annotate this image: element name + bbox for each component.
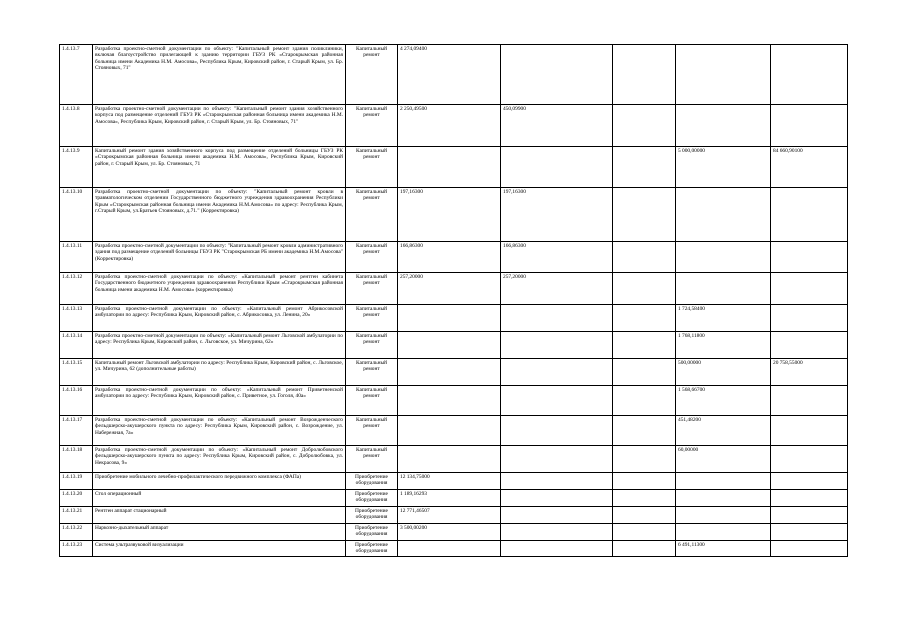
amount-col-5: 20 758,55000 bbox=[771, 359, 848, 386]
item-name: Разработка проектно-сметной документации по объекту: «Капитальный ремонт Абрикосовской амбулатории по адресу: Республика Крым, Кировский район, с. Абрикосовка, ул. Ленина, 20» bbox=[93, 305, 346, 332]
amount-col-5 bbox=[771, 490, 848, 507]
item-name: Стол операционный bbox=[93, 490, 346, 507]
amount-col-5 bbox=[771, 105, 848, 147]
work-type: Приобретение оборудования bbox=[346, 507, 398, 524]
amount-col-5: 84 660,90100 bbox=[771, 147, 848, 188]
table-row bbox=[60, 473, 848, 490]
item-code: 1.4.13.19 bbox=[60, 473, 93, 490]
amount-col-5 bbox=[771, 416, 848, 446]
work-type: Капитальный ремонт bbox=[346, 386, 398, 416]
amount-col-1 bbox=[398, 305, 501, 332]
table-row bbox=[60, 386, 848, 416]
amount-col-3 bbox=[613, 332, 676, 359]
amount-col-2: 450,09900 bbox=[501, 105, 613, 147]
amount-col-4 bbox=[676, 188, 771, 242]
work-type: Приобретение оборудования bbox=[346, 473, 398, 490]
work-type: Капитальный ремонт bbox=[346, 332, 398, 359]
amount-col-1 bbox=[398, 332, 501, 359]
amount-col-1 bbox=[398, 416, 501, 446]
item-name: Наркозно-дыхательный аппарат bbox=[93, 524, 346, 541]
table-row bbox=[60, 188, 848, 242]
amount-col-3 bbox=[613, 305, 676, 332]
amount-col-4: 60,00000 bbox=[676, 446, 771, 473]
amount-col-2 bbox=[501, 416, 613, 446]
amount-col-5 bbox=[771, 524, 848, 541]
amount-col-5 bbox=[771, 507, 848, 524]
item-code: 1.4.13.20 bbox=[60, 490, 93, 507]
amount-col-2 bbox=[501, 147, 613, 188]
item-name: Разработка проектно-сметной документации по объекту: «Капитальный ремонт Добролюбовского фельдшерско-акушерского пункта по адресу: Республика Крым, Кировский район, с. Добролюбовка, ул. Некрасова, 9» bbox=[93, 446, 346, 473]
amount-col-4: 6 491,11300 bbox=[676, 541, 771, 557]
amount-col-1: 257,20000 bbox=[398, 273, 501, 305]
table-row bbox=[60, 242, 848, 273]
amount-col-3 bbox=[613, 242, 676, 273]
item-code: 1.4.13.18 bbox=[60, 446, 93, 473]
item-code: 1.4.13.17 bbox=[60, 416, 93, 446]
amount-col-4 bbox=[676, 45, 771, 105]
amount-col-5 bbox=[771, 305, 848, 332]
amount-col-3 bbox=[613, 273, 676, 305]
amount-col-3 bbox=[613, 359, 676, 386]
amount-col-4: 1 568,66700 bbox=[676, 386, 771, 416]
amount-col-5 bbox=[771, 45, 848, 105]
table-row bbox=[60, 446, 848, 473]
work-type: Капитальный ремонт bbox=[346, 359, 398, 386]
table-row bbox=[60, 490, 848, 507]
work-type: Капитальный ремонт bbox=[346, 305, 398, 332]
amount-col-1 bbox=[398, 386, 501, 416]
amount-col-2 bbox=[501, 45, 613, 105]
table-row bbox=[60, 507, 848, 524]
item-code: 1.4.13.13 bbox=[60, 305, 93, 332]
budget-table bbox=[59, 44, 848, 557]
amount-col-4 bbox=[676, 273, 771, 305]
amount-col-2 bbox=[501, 473, 613, 490]
amount-col-1 bbox=[398, 359, 501, 386]
item-code: 1.4.13.16 bbox=[60, 386, 93, 416]
table-row bbox=[60, 105, 848, 147]
amount-col-1: 166,86300 bbox=[398, 242, 501, 273]
item-name: Разработка проектно-сметной документации по объекту: "Капитальный ремонт здания поликлиники, включая благоустройство прилегающей к зданию территории ГБУЗ РК «Старокрымская районная больница имени Академика Н.М. Амосова», Республика Крым, Кировский район, г. Старый Крым, ул. Бр. Стояновых, 71" bbox=[93, 45, 346, 105]
amount-col-4: 1 724,58400 bbox=[676, 305, 771, 332]
amount-col-3 bbox=[613, 490, 676, 507]
amount-col-2 bbox=[501, 541, 613, 557]
amount-col-1: 1 189,16293 bbox=[398, 490, 501, 507]
amount-col-1 bbox=[398, 446, 501, 473]
amount-col-2: 257,20000 bbox=[501, 273, 613, 305]
work-type: Приобретение оборудования bbox=[346, 541, 398, 557]
amount-col-5 bbox=[771, 242, 848, 273]
item-name: Разработка проектно-сметной документации по объекту: «Капитальный ремонт Приветненской амбулатории по адресу: Республика Крым, Кировский район, с. Приветное, ул. Гоголя, 40а» bbox=[93, 386, 346, 416]
item-code: 1.4.13.12 bbox=[60, 273, 93, 305]
item-code: 1.4.13.11 bbox=[60, 242, 93, 273]
amount-col-2 bbox=[501, 490, 613, 507]
work-type: Капитальный ремонт bbox=[346, 147, 398, 188]
item-name: Капитальный ремонт Льговской амбулатории по адресу: Республика Крым, Кировский район, с. Льговское, ул. Мичурина, 62 (дополнительные работы) bbox=[93, 359, 346, 386]
table-row bbox=[60, 305, 848, 332]
item-name: Разработка проектно-сметной документации по объекту: «Капитальный ремонт Льговской амбулатории по адресу: Республика Крым, Кировский район, с. Льговское, ул. Мичурина, 62» bbox=[93, 332, 346, 359]
amount-col-4 bbox=[676, 524, 771, 541]
amount-col-5 bbox=[771, 332, 848, 359]
work-type: Капитальный ремонт bbox=[346, 273, 398, 305]
amount-col-4 bbox=[676, 490, 771, 507]
work-type: Приобретение оборудования bbox=[346, 524, 398, 541]
amount-col-5 bbox=[771, 541, 848, 557]
item-code: 1.4.13.9 bbox=[60, 147, 93, 188]
item-code: 1.4.13.21 bbox=[60, 507, 93, 524]
amount-col-5 bbox=[771, 273, 848, 305]
amount-col-1: 2 250,49500 bbox=[398, 105, 501, 147]
amount-col-4: 1 768,11800 bbox=[676, 332, 771, 359]
amount-col-1 bbox=[398, 147, 501, 188]
table-body bbox=[60, 45, 848, 557]
amount-col-4 bbox=[676, 242, 771, 273]
amount-col-2 bbox=[501, 386, 613, 416]
table-row bbox=[60, 359, 848, 386]
amount-col-3 bbox=[613, 473, 676, 490]
work-type: Капитальный ремонт bbox=[346, 446, 398, 473]
amount-col-1 bbox=[398, 541, 501, 557]
amount-col-2 bbox=[501, 524, 613, 541]
amount-col-1: 197,16300 bbox=[398, 188, 501, 242]
amount-col-3 bbox=[613, 105, 676, 147]
amount-col-1: 4 274,09400 bbox=[398, 45, 501, 105]
item-code: 1.4.13.15 bbox=[60, 359, 93, 386]
amount-col-2 bbox=[501, 359, 613, 386]
amount-col-5 bbox=[771, 473, 848, 490]
item-name: Капитальный ремонт здания хозяйственного корпуса под размещение отделений больницы ГБУЗ РК «Старокрымская районная больница имени академика Н.М. Амосова», Республика Крым, Кировский район, г. Старый Крым, ул. Бр. Стояновых, 71 bbox=[93, 147, 346, 188]
amount-col-3 bbox=[613, 45, 676, 105]
amount-col-5 bbox=[771, 446, 848, 473]
work-type: Приобретение оборудования bbox=[346, 490, 398, 507]
item-code: 1.4.13.22 bbox=[60, 524, 93, 541]
work-type: Капитальный ремонт bbox=[346, 416, 398, 446]
item-name: Разработка проектно-сметной документации по объекту: «Капитальный ремонт рентген кабинета Государственного бюджетного учреждения здравоохранения Республики Крым «Старокрымская районная больница имени академика Н.М. Амосова» (корректировка) bbox=[93, 273, 346, 305]
amount-col-2 bbox=[501, 446, 613, 473]
item-name: Разработка проектно-сметной документации по объекту: "Капитальный ремонт кровли административного здания под размещение отделений больницы ГБУЗ РК "Старокрымская РБ имени академика Н.М.Амосова" (Корректировка) bbox=[93, 242, 346, 273]
item-code: 1.4.13.23 bbox=[60, 541, 93, 557]
amount-col-4 bbox=[676, 105, 771, 147]
amount-col-5 bbox=[771, 386, 848, 416]
amount-col-4: 451,48200 bbox=[676, 416, 771, 446]
amount-col-1: 12 771,46507 bbox=[398, 507, 501, 524]
item-name: Рентген аппарат стационарный bbox=[93, 507, 346, 524]
table-row bbox=[60, 541, 848, 557]
amount-col-3 bbox=[613, 507, 676, 524]
amount-col-4 bbox=[676, 473, 771, 490]
table-row bbox=[60, 45, 848, 105]
table-row bbox=[60, 416, 848, 446]
amount-col-2: 166,86300 bbox=[501, 242, 613, 273]
amount-col-4: 500,00000 bbox=[676, 359, 771, 386]
amount-col-3 bbox=[613, 416, 676, 446]
item-name: Приобретение мобильного лечебно-профилактического передвижного комплекса (ФАПа) bbox=[93, 473, 346, 490]
amount-col-3 bbox=[613, 541, 676, 557]
amount-col-3 bbox=[613, 147, 676, 188]
amount-col-2 bbox=[501, 332, 613, 359]
work-type: Капитальный ремонт bbox=[346, 242, 398, 273]
amount-col-5 bbox=[771, 188, 848, 242]
item-code: 1.4.13.10 bbox=[60, 188, 93, 242]
table-row bbox=[60, 332, 848, 359]
amount-col-4: 5 000,00000 bbox=[676, 147, 771, 188]
item-code: 1.4.13.14 bbox=[60, 332, 93, 359]
amount-col-4 bbox=[676, 507, 771, 524]
amount-col-1: 12 134,75000 bbox=[398, 473, 501, 490]
amount-col-3 bbox=[613, 446, 676, 473]
work-type: Капитальный ремонт bbox=[346, 105, 398, 147]
amount-col-2: 197,16300 bbox=[501, 188, 613, 242]
work-type: Капитальный ремонт bbox=[346, 188, 398, 242]
item-code: 1.4.13.7 bbox=[60, 45, 93, 105]
amount-col-2 bbox=[501, 305, 613, 332]
table-row bbox=[60, 147, 848, 188]
amount-col-1: 3 500,00200 bbox=[398, 524, 501, 541]
amount-col-3 bbox=[613, 386, 676, 416]
amount-col-3 bbox=[613, 524, 676, 541]
amount-col-3 bbox=[613, 188, 676, 242]
item-name: Разработка проектно-сметной документации по объекту: "Капитальный ремонт кровли в травматологическом отделении Государственного бюджетного учреждения здравоохранения Республики Крым «Старокрымская районная больница имени Академика Н.М.Амосова» по адресу: Республика Крым, г.Старый Крым, ул.Братьев Стояновых, д.71." (Корректировка) bbox=[93, 188, 346, 242]
table-row bbox=[60, 524, 848, 541]
item-code: 1.4.13.8 bbox=[60, 105, 93, 147]
item-name: Разработка проектно-сметной документации по объекту: «Капитальный ремонт Возрожденческого фельдшерско-акушерского пункта по адресу: Республика Крым, Кировский район, с. Возрождение, ул. Набережная, 7а» bbox=[93, 416, 346, 446]
table-row bbox=[60, 273, 848, 305]
item-name: Система ультразвуковой визуализации bbox=[93, 541, 346, 557]
amount-col-2 bbox=[501, 507, 613, 524]
work-type: Капитальный ремонт bbox=[346, 45, 398, 105]
item-name: Разработка проектно-сметной документации по объекту: "Капитальный ремонт здания хозяйственного корпуса под размещение отделений ГБУЗ РК «Старокрымская районная больница имени академика Н.М. Амосова», Республика Крым, Кировский район, г. Старый Крым, ул. Бр. Стояновых, 71" bbox=[93, 105, 346, 147]
